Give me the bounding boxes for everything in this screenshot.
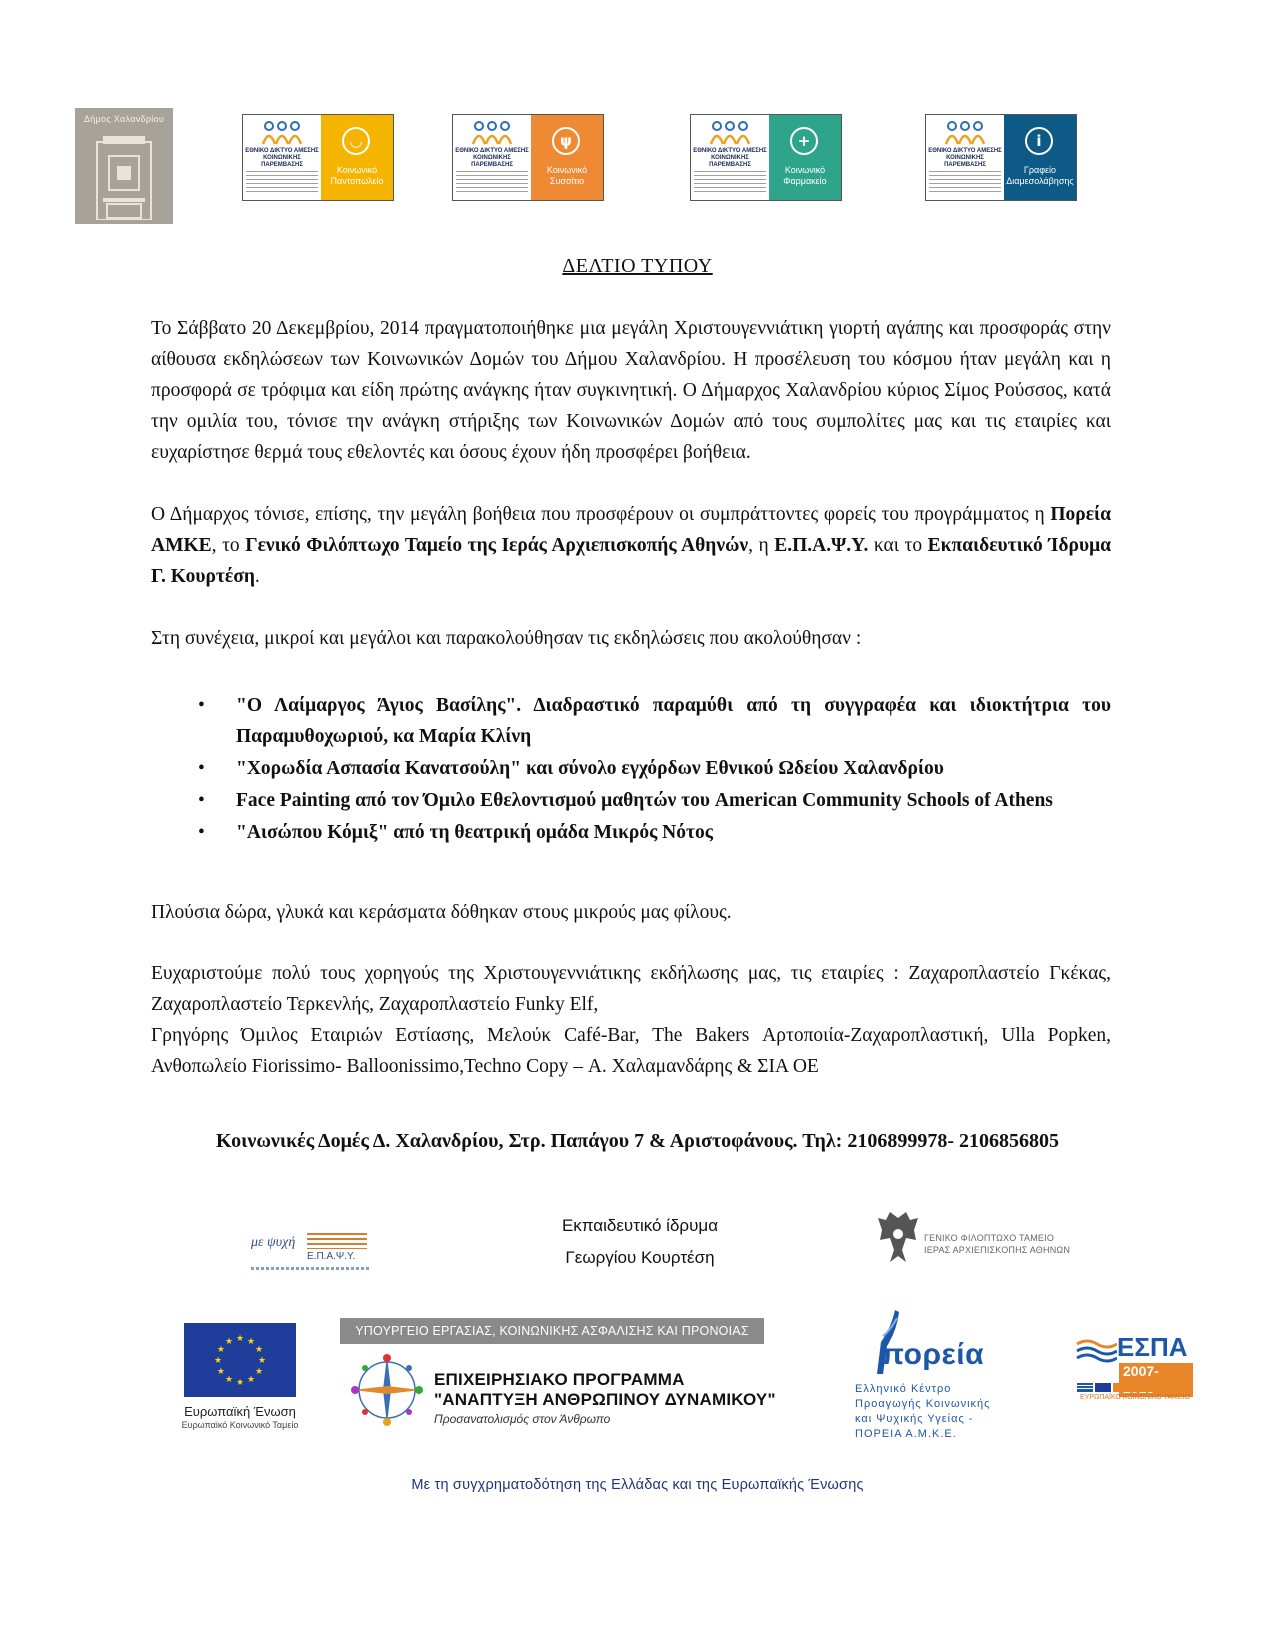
network-logo-farmakeio (690, 114, 842, 201)
eu-star: ★ (213, 1355, 223, 1365)
network-logo-panel (769, 115, 841, 200)
eu-star: ★ (224, 1335, 234, 1346)
eu-star: ★ (255, 1366, 264, 1376)
kourtesi-line2: Γεωργίου Κουρτέση (565, 1248, 715, 1267)
network-title: ΕΘΝΙΚΟ ΔΙΚΤΥΟ ΑΜΕΣΗΣ ΚΟΙΝΩΝΙΚΗΣ ΠΑΡΕΜΒΑΣΗΣ (928, 148, 1002, 168)
partner-filoptoxo: Γενικό Φιλόπτωχο Ταμείο της Ιεράς Αρχιεπισκοπής Αθηνών (245, 535, 749, 556)
eu-star: ★ (235, 1377, 245, 1387)
espa-years: 2007- (1119, 1363, 1193, 1397)
network-subtext-lines (694, 171, 766, 195)
poreia-description (855, 1382, 995, 1442)
network-title: ΕΘΝΙΚΟ ΔΙΚΤΥΟ ΑΜΕΣΗΣ ΚΟΙΝΩΝΙΚΗΣ ΠΑΡΕΜΒΑΣΗΣ (455, 148, 529, 168)
paragraph-gifts: Πλούσια δώρα, γλυκά και κεράσματα δόθηκαν στους μικρούς μας φίλους. (151, 902, 732, 923)
ministry-banner: ΥΠΟΥΡΓΕΙΟ ΕΡΓΑΣΙΑΣ, ΚΟΙΝΩΝΙΚΗΣ ΑΣΦΑΛΙΣΗΣ ΚΑΙ ΠΡΟΝΟΙΑΣ (340, 1318, 764, 1344)
op-title-line1: ΕΠΙΧΕΙΡΗΣΙΑΚΟ ΠΡΟΓΡΑΜΜΑ (434, 1370, 685, 1389)
eu-stars-icon (184, 1323, 296, 1397)
list-item-text: Face Painting από τον Όμιλο Εθελοντισμού μαθητών του American Community Schools of Athens (236, 790, 1053, 811)
kourtesi-line1: Εκπαιδευτικό ίδρυμα (561, 1216, 719, 1235)
network-logo-label: Γραφείο Διαμεσολάβησης (1006, 165, 1074, 186)
eu-star: ★ (246, 1335, 256, 1346)
network-logo-panel (321, 115, 393, 200)
network-subtext-lines (456, 171, 528, 195)
epapsy-logo (245, 1215, 385, 1275)
network-logo-panel (531, 115, 603, 200)
network-logo-syssitio (452, 114, 604, 201)
epapsy-subline (251, 1267, 371, 1270)
partner-poreia: Πορεία ΑΜΚΕ (151, 504, 1111, 556)
filoptoxo-line2: ΙΕΡΑΣ ΑΡΧΙΕΠΙΣΚΟΠΗΣ ΑΘΗΝΩΝ (924, 1245, 1071, 1255)
text-span: και το (868, 535, 928, 556)
text-span: . (254, 566, 260, 587)
bullet-icon: • (198, 790, 205, 811)
network-title: ΕΘΝΙΚΟ ΔΙΚΤΥΟ ΑΜΕΣΗΣ ΚΟΙΝΩΝΙΚΗΣ ΠΑΡΕΜΒΑΣΗΣ (245, 148, 319, 168)
eu-star: ★ (255, 1344, 264, 1354)
list-item (198, 753, 1111, 784)
network-subtext-lines (929, 171, 1001, 195)
partner-kourtesi: Εκπαιδευτικό Ίδρυμα Γ. Κουρτέση (151, 535, 1112, 587)
eu-star: ★ (235, 1333, 245, 1343)
op-title-line2: "ΑΝΑΠΤΥΞΗ ΑΝΘΡΩΠΙΝΟΥ ΔΥΝΑΜΙΚΟΥ" (434, 1390, 776, 1409)
eu-star: ★ (224, 1374, 234, 1385)
people-icon (471, 120, 513, 148)
network-logo-diamesolavisi (925, 114, 1077, 201)
partner-epapsy: Ε.Π.Α.Ψ.Υ. (774, 535, 869, 556)
paragraph-sponsors-cont: Γρηγόρης Όμιλος Εταιριών Εστίασης, Μελούκ Café-Bar, The Bakers Αρτοποιία-Ζαχαροπλαστική, Ulla Popken, Ανθοπωλείο Fiorissimo- Balloonissimo,Techno Copy – Α. Χαλαμανδάρης & ΣΙΑ ΟΕ (151, 1025, 1111, 1077)
paragraph-sponsors: Ευχαριστούμε πολύ τους χορηγούς της Χριστουγεννιάτικης εκδήλωσης μας, τις εταιρίες : Ζαχαροπλαστείο Γκέκας, Ζαχαροπλαστείο Τερκενλής, Ζαχαροπλαστείο Funky Elf, (151, 963, 1111, 1015)
basket-icon: ◡ (342, 127, 370, 155)
espa-logo (1075, 1332, 1193, 1404)
network-logo-label: Κοινωνικό Συσσίτιο (546, 165, 588, 186)
events-list (198, 690, 1111, 849)
kourtesi-foundation (510, 1210, 770, 1274)
eu-flag (184, 1323, 296, 1397)
op-program-subtitle: Προσανατολισμός στον Άνθρωπο (434, 1412, 611, 1426)
municipality-logo (75, 108, 173, 224)
text-span: , η (748, 535, 775, 556)
network-title: ΕΘΝΙΚΟ ΔΙΚΤΥΟ ΑΜΕΣΗΣ ΚΟΙΝΩΝΙΚΗΣ ΠΑΡΕΜΒΑΣΗΣ (693, 148, 767, 168)
espa-waves-icon (1075, 1338, 1117, 1364)
eu-star: ★ (216, 1344, 225, 1354)
flags-icon (1077, 1383, 1187, 1392)
people-icon (709, 120, 751, 148)
double-headed-eagle-icon (876, 1210, 920, 1268)
bullet-icon: • (198, 695, 205, 716)
text-span: , το (211, 535, 246, 556)
cofunding-note: Με τη συγχρηματοδότηση της Ελλάδας και της Ευρωπαϊκής Ένωσης (411, 1477, 864, 1493)
paragraph-event: Το Σάββατο 20 Δεκεμβρίου, 2014 πραγματοποιήθηκε μια μεγάλη Χριστουγεννιάτικη γιορτή αγάπης και προσφοράς στην αίθουσα εκδηλώσεων των Κοινωνικών Δομών του Δήμου Χαλανδρίου. Η προσέλευση του κόσμου ήταν μεγάλη και η προσφορά σε τρόφιμα και είδη πρώτης ανάγκης ήταν συγκινητική. Ο Δήμαρχος Χαλανδρίου κύριος Σίμος Ρούσσος, κατά την ομιλία του, τόνισε την ανάγκη στήριξης των Κοινωνικών Δομών από τους συμπολίτες μας και τις εταιρίες και ευχαρίστησε θερμά τους εθελοντές και όσους έχουν ήδη προσφέρει βοήθεια. (151, 318, 1111, 463)
eu-star: ★ (216, 1366, 225, 1376)
paragraph-partners (151, 499, 1111, 592)
network-logo-label: Κοινωνικό Παντοπωλείο (330, 165, 384, 186)
network-logo-label: Κοινωνικό Φαρμακείο (783, 165, 827, 186)
epapsy-tagline (307, 1233, 367, 1249)
people-icon (261, 120, 303, 148)
poreia-line: και Ψυχικής Υγείας - (855, 1413, 974, 1425)
bullet-icon: • (198, 822, 205, 843)
poreia-line: Ελληνικό Κέντρο (855, 1383, 952, 1395)
list-item-text: "Χορωδία Ασπασία Κανατσούλη" και σύνολο εγχόρδων Εθνικού Ωδείου Χαλανδρίου (236, 758, 944, 779)
building-icon (89, 134, 159, 220)
list-item-text: "Ο Λαίμαργος Άγιος Βασίλης". Διαδραστικό παραμύθι από τη συγγραφέα και ιδιοκτήτρια του Παραμυθοχωριού, κα Μαρία Κλίνη (236, 695, 1111, 747)
paragraph-events-intro: Στη συνέχεια, μικροί και μεγάλοι και παρακολούθησαν τις εκδηλώσεις που ακολούθησαν : (151, 628, 862, 649)
network-logo-pantopoleio (242, 114, 394, 201)
people-icon (944, 120, 986, 148)
poreia-name: πορεία (881, 1338, 985, 1371)
epapsy-name: Ε.Π.Α.Ψ.Υ. (307, 1251, 356, 1262)
espa-footer: ΕΥΡΩΠΑΪΚΟ ΚΟΙΝΩΝΙΚΟ ΤΑΜΕΙΟ (1080, 1394, 1190, 1401)
eu-label: Ευρωπαϊκή Ένωση (184, 1404, 296, 1419)
bullet-icon: • (198, 758, 205, 779)
network-logo-panel (1004, 115, 1076, 200)
list-item (198, 690, 1111, 752)
list-item (198, 785, 1111, 816)
epapsy-logo-word: με ψυχή (251, 1235, 296, 1250)
filoptoxo-logo (876, 1210, 1086, 1270)
poreia-line: ΠΟΡΕΙΑ Α.Μ.Κ.Ε. (855, 1428, 957, 1440)
text-span: Ο Δήμαρχος τόνισε, επίσης, την μεγάλη βοήθεια που προσφέρουν οι συμπράττοντες φορείς του προγράμματος η (151, 504, 1051, 525)
eu-star: ★ (257, 1355, 267, 1365)
contact-line: Κοινωνικές Δομές Δ. Χαλανδρίου, Στρ. Παπάγου 7 & Αριστοφάνους. Τηλ: 2106899978- 2106856805 (216, 1130, 1059, 1152)
municipality-logo-text: Δήμος Χαλανδρίου (83, 114, 165, 124)
fork-knife-icon: ψ (552, 127, 580, 155)
filoptoxo-line1: ΓΕΝΙΚΟ ΦΙΛΟΠΤΩΧΟ ΤΑΜΕΙΟ (924, 1233, 1055, 1243)
eu-star: ★ (246, 1374, 256, 1385)
espa-word: ΕΣΠΑ (1117, 1332, 1188, 1362)
info-icon: i (1025, 127, 1053, 155)
network-subtext-lines (246, 171, 318, 195)
eu-sublabel: Ευρωπαϊκό Κοινωνικό Ταμείο (181, 1420, 299, 1430)
document-title: ΔΕΛΤΙΟ ΤΥΠΟΥ (562, 255, 713, 277)
compass-icon (347, 1350, 427, 1430)
list-item (198, 817, 1111, 848)
list-item-text: "Αισώπου Κόμιξ" από τη θεατρική ομάδα Μικρός Νότος (236, 822, 713, 843)
op-program-title (434, 1370, 776, 1410)
medical-cross-icon: + (790, 127, 818, 155)
poreia-line: Προαγωγής Κοινωνικής (855, 1398, 991, 1410)
